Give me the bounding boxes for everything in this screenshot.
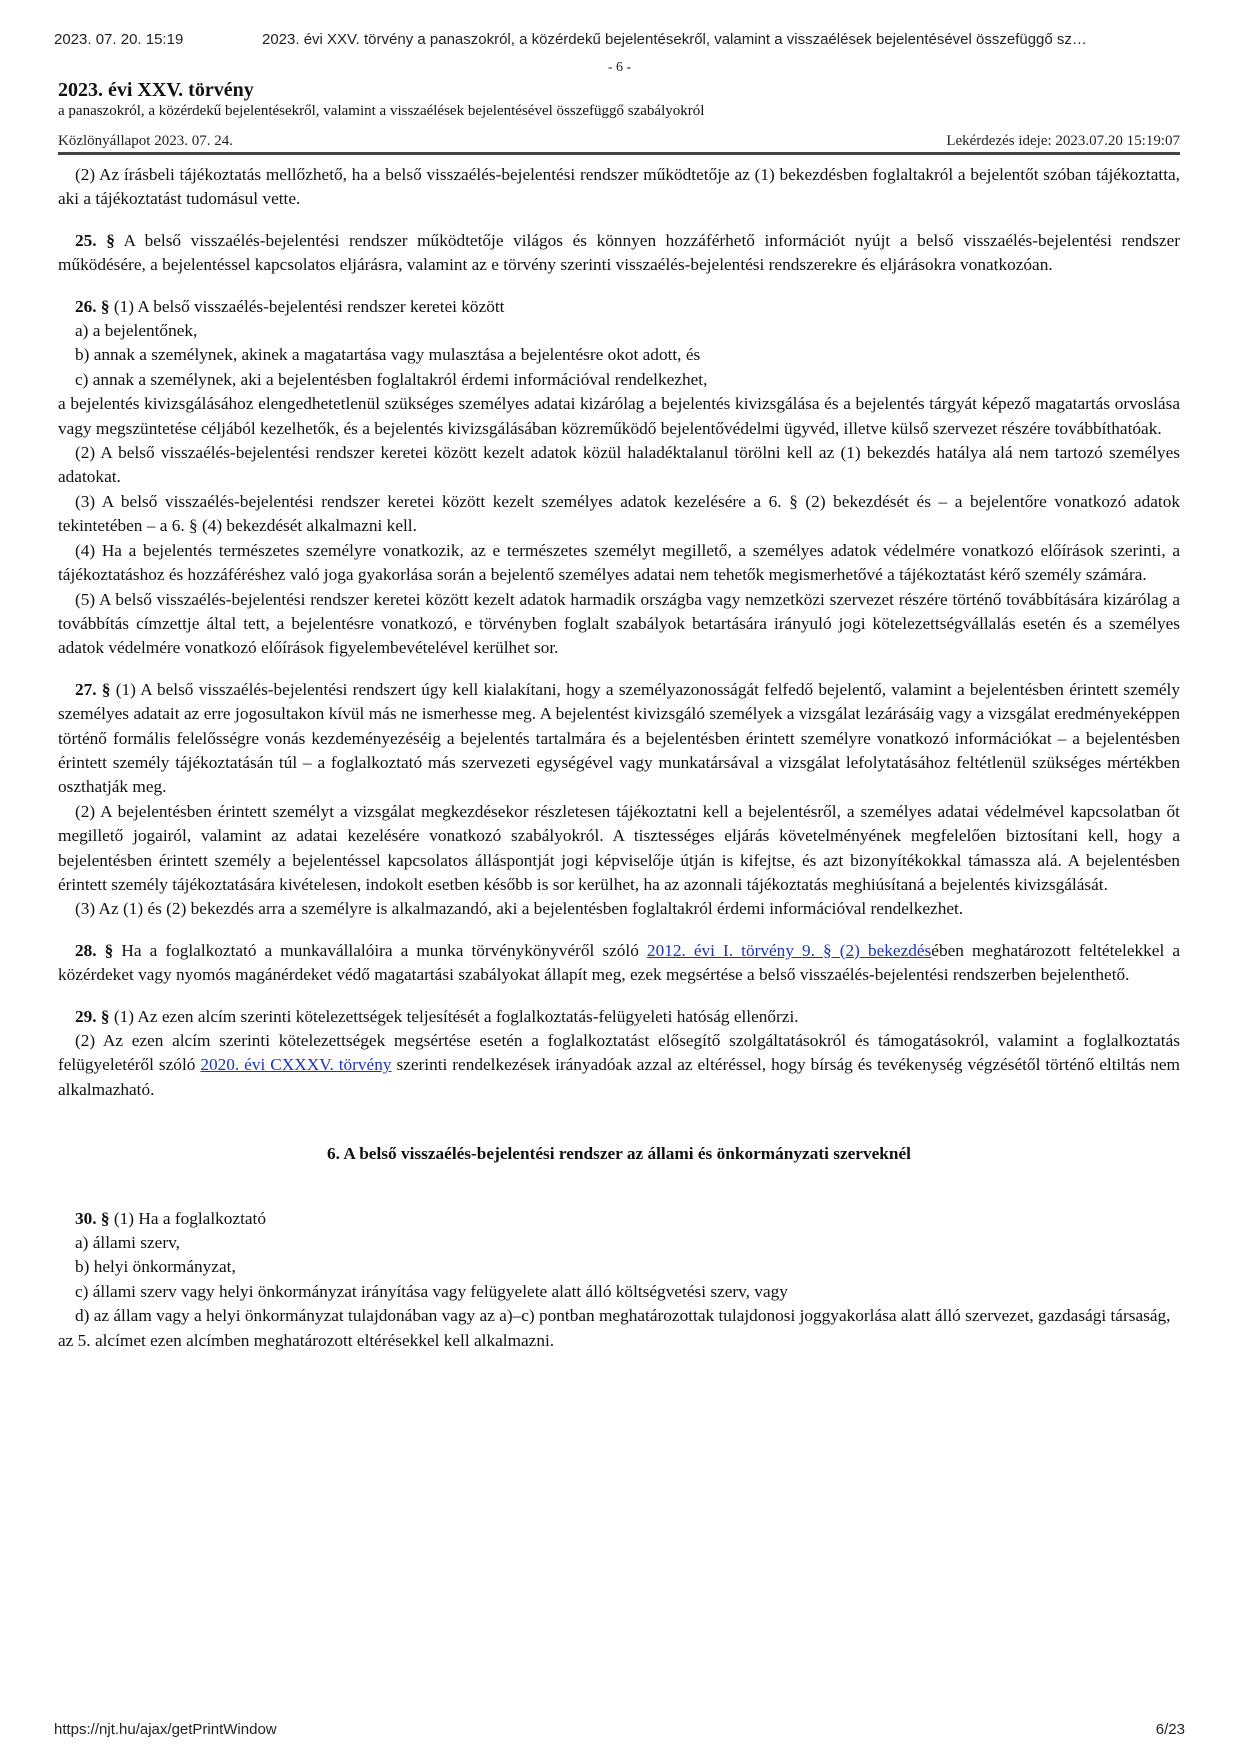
section-number: 27. §	[75, 679, 111, 699]
list-item: a) állami szerv,	[75, 1233, 180, 1253]
document-header	[58, 78, 1180, 120]
list-item: c) annak a személynek, aki a bejelentésben foglaltakról érdemi információval rendelkezhet,	[75, 369, 708, 389]
page-marker: - 6 -	[607, 60, 632, 75]
section-27-3: (3) Az (1) és (2) bekezdés arra a személyre is alkalmazandó, aki a bejelentésben foglaltakról érdemi információval rendelkezhet.	[75, 899, 964, 919]
section-26-2: (2) A belső visszaélés-bejelentési rendszer keretei között kezelt adatok közül haladéktalanul törölni kell az (1) bekezdés hatálya alá nem tartozó személyes adatokat.	[58, 443, 1180, 487]
section-29-2: (2) Az ezen alcím szerinti kötelezettségek megsértése esetén a foglalkoztatást elősegítő szolgáltatásokról és támogatásokról, valamint a foglalkoztatás felügyeletéről szóló 2020. évi CXXXV. törvény szerinti rendelkezések irányadóak azzal az eltéréssel, hogy bírság és tevékenység végzésétől történő eltiltás nem alkalmazható.	[58, 1031, 1181, 1099]
section-26-1-close: a bejelentés kivizsgálásához elengedhetetlenül szükséges személyes adatai kizárólag a bejelentés kivizsgálása és a bejelentés tárgyát képező magatartás orvoslása vagy megszüntetése céljából kezelhetők, és a bejelentés kivizsgálásában közreműködő bejelentővédelmi ügyvéd, illetve külső szervezet részére továbbíthatóak.	[58, 394, 1180, 438]
section-26-4: (4) Ha a bejelentés természetes személyre vonatkozik, az e természetes személyt megillető, a személyes adatok védelmére vonatkozó előírások szerinti, a tájékoztatáshoz és hozzáféréshez való joga gyakorlása során a bejelentő személyes adatai nem tehetők megismerhetővé a tájékoztatást kérő személy számára.	[58, 540, 1180, 585]
list-item: d) az állam vagy a helyi önkormányzat tulajdonában vagy az a)–c) pontban meghatározottak tulajdonosi joggyakorlása alatt álló szervezet, gazdasági társaság,	[75, 1306, 1171, 1326]
document-meta	[58, 132, 1180, 155]
section-26-1-lead: 26. § (1) A belső visszaélés-bejelentési rendszer keretei között	[75, 296, 505, 316]
print-url: https://njt.hu/ajax/getPrintWindow	[54, 1721, 277, 1738]
print-title: 2023. évi XXV. törvény a panaszokról, a közérdekű bejelentésekről, valamint a visszaélések bejelentésével összefüggő sz…	[262, 31, 1087, 48]
section-number: 29. §	[75, 1006, 110, 1026]
print-datetime: 2023. 07. 20. 15:19	[54, 31, 184, 48]
list-item: b) annak a személynek, akinek a magatartása vagy mulasztása a bejelentésre okot adott, és	[75, 345, 701, 365]
section-number: 28. §	[75, 940, 114, 960]
law-link-2020-CXXXV[interactable]: 2020. évi CXXXV. törvény	[200, 1055, 392, 1075]
section-heading: 6. A belső visszaélés-bejelentési rendszer az állami és önkormányzati szerveknél	[327, 1144, 911, 1164]
section-29-1: 29. § (1) Az ezen alcím szerinti kötelezettségek teljesítését a foglalkoztatás-felügyeleti hatóság ellenőrzi.	[75, 1006, 799, 1026]
gazette-state: Közlönyállapot 2023. 07. 24.	[58, 133, 233, 149]
print-footer	[0, 1721, 1239, 1741]
page-count: 6/23	[1155, 1721, 1185, 1738]
section-number: 25. §	[75, 230, 115, 250]
paragraph-24-2: (2) Az írásbeli tájékoztatás mellőzhető, ha a belső visszaélés-bejelentési rendszer működtetője az (1) bekezdésben foglaltakról a bejelentőt szóban tájékoztatta, aki a tájékoztatást tudomásul vette.	[58, 165, 1180, 209]
document-subtitle: a panaszokról, a közérdekű bejelentésekről, valamint a visszaélések bejelentésével összefüggő szabályokról	[58, 103, 705, 119]
section-25: 25. § A belső visszaélés-bejelentési rendszer működtetője világos és könnyen hozzáférhető információt nyújt a belső visszaélés-bejelentési rendszer működésére, a bejelentéssel kapcsolatos eljárásra, valamint az e törvény szerinti visszaélés-bejelentési rendszerekre és eljárásokra vonatkozóan.	[58, 230, 1181, 275]
section-26-3: (3) A belső visszaélés-bejelentési rendszer keretei között kezelt személyes adatok kezelésére a 6. § (2) bekezdését és – a bejelentőre vonatkozó adatok tekintetében – a 6. § (4) bekezdését alkalmazni kell.	[58, 491, 1180, 536]
query-time: Lekérdezés ideje: 2023.07.20 15:19:07	[946, 133, 1180, 149]
section-27-1: 27. § (1) A belső visszaélés-bejelentési rendszert úgy kell kialakítani, hogy a személyazonosságát felfedő bejelentő, valamint a bejelentésben érintett személy személyes adatait az erre jogosultakon kívül más ne ismerhesse meg. A bejelentést kivizsgáló személyek a vizsgálat lezárásáig vagy a vizsgálat eredményeképpen történő formális felelősségre vonás kezdeményezéséig a bejelentés tartalmára és a bejelentésben érintett személyre vonatkozó információkat – a bejelentésben érintett személy tájékoztatásán túl – a foglalkoztató más szervezeti egységével vagy munkatársával a vizsgálat lefolytatásához feltétlenül szükséges mértékben oszthatják meg.	[58, 679, 1180, 797]
document-body	[58, 163, 1180, 1353]
list-item: c) állami szerv vagy helyi önkormányzat irányítása vagy felügyelete alatt álló költségvetési szerv, vagy	[75, 1281, 788, 1301]
section-number: 30. §	[75, 1208, 110, 1228]
section-26-5: (5) A belső visszaélés-bejelentési rendszer keretei között kezelt adatok harmadik országba vagy nemzetközi szervezet részére történő továbbítására kizárólag a továbbítás címzettje által tett, a bejelentésre vonatkozó, e törvényben foglalt szabályok betartására irányuló jogi kötelezettségvállalás esetén és a személyes adatok védelmére vonatkozó előírások figyelembevételével kerülhet sor.	[58, 589, 1180, 658]
section-30-1-lead: 30. § (1) Ha a foglalkoztató	[75, 1208, 266, 1228]
document-title: 2023. évi XXV. törvény	[58, 79, 254, 101]
list-item: b) helyi önkormányzat,	[75, 1257, 236, 1277]
law-link-2012-I[interactable]: 2012. évi I. törvény 9. § (2) bekezdés	[646, 940, 932, 960]
list-item: a) a bejelentőnek,	[75, 321, 198, 341]
section-28: 28. § Ha a foglalkoztató a munkavállalóira a munka törvénykönyvéről szóló 2012. évi I. törvény 9. § (2) bekezdésében meghatározott feltételekkel a közérdeket vagy nyomós magánérdeket védő magatartási szabályokat állapít meg, ezek megsértése a belső visszaélés-bejelentési rendszerben bejelenthető.	[58, 940, 1181, 985]
section-27-2: (2) A bejelentésben érintett személyt a vizsgálat megkezdésekor részletesen tájékoztatni kell a bejelentésről, a személyes adatai védelmével kapcsolatban őt megillető jogairól, valamint az adatai kezelésére vonatkozó szabályokról. A tisztességes eljárás követelményének megfelelően biztosítani kell, hogy a bejelentésben érintett személy a bejelentéssel kapcsolatos álláspontját jogi képviselője útján is kifejtse, és azt bizonyítékokkal támassza alá. A bejelentésben érintett személy tájékoztatására kivételesen, indokolt esetben később is sor kerülhet, ha az azonnali tájékoztatás meghiúsítaná a bejelentés kivizsgálását.	[58, 801, 1180, 894]
print-header	[0, 31, 1239, 51]
section-30-1-close: az 5. alcímet ezen alcímben meghatározott eltérésekkel kell alkalmazni.	[58, 1330, 555, 1350]
section-number: 26. §	[75, 296, 110, 316]
